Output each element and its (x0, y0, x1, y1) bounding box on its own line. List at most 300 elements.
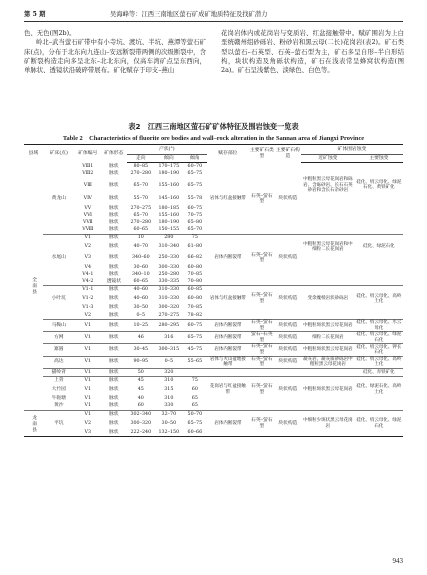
ore-type-cell (249, 264, 275, 271)
dip-cell: 66–82 (187, 255, 203, 261)
structure-cell (275, 410, 301, 418)
ore-type-cell: 石英–萤石型 (251, 293, 273, 305)
near-ore-alteration-cell (301, 286, 355, 294)
main-alteration-cell: 硅化、绿泥石化、高岭土化 (356, 384, 402, 395)
table-row (24, 234, 403, 242)
issue-number: 第 5 期 (24, 11, 46, 18)
dip-direction-cell: 155–160 (158, 212, 180, 218)
body-no-cell: VⅣ (83, 196, 92, 202)
table-row (24, 332, 403, 344)
table-row (24, 384, 403, 395)
dip-cell: 65–75 (183, 332, 207, 344)
form-cell: 脉状 (101, 226, 127, 234)
host-cell (207, 212, 249, 219)
main-alteration-cell: 硅化、绢云母化、绿泥石化、黄铁矿化 (356, 180, 402, 191)
dip-direction-cell: 145–160 (158, 196, 180, 202)
main-alteration-cell: 硅化、绢云母化、水云母化 (356, 320, 402, 331)
deposit-cell (43, 226, 75, 234)
host-cell (207, 395, 249, 402)
deposit-cell (43, 219, 75, 226)
strike-cell: 40–60 (133, 296, 149, 302)
strike-cell: 80–85 (133, 163, 149, 169)
paragraph: 花岗岩体内或花岗岩与变质岩、红盆接触带中。赋矿围岩为上白垩统赣州组砂砾岩、粉砂岩和黑云母(二长)花岗岩(表2)。矿石类型以萤石–石英型、石英–萤石型为主，矿石多呈自形–半自形结构，块状构造及角砾状构造，矿石在浅表常呈蜂窝状构造(图2a)。矿石呈浅紫色、淡绿色、白色等。 (221, 29, 404, 75)
col-header-host: 赋存部位 (207, 145, 249, 163)
dip-direction-cell: 330 (155, 403, 183, 411)
dip-cell: 65–75 (187, 182, 203, 188)
deposit-cell (43, 205, 75, 212)
county-cell: 龙南县 (24, 410, 43, 437)
host-cell (207, 242, 249, 253)
near-ore-alteration-cell (301, 163, 355, 171)
strike-cell: 60–65 (127, 226, 155, 234)
dip-direction-cell: 270–275 (155, 312, 183, 320)
strike-cell: 222–240 (127, 429, 155, 437)
deposit-cell (43, 264, 75, 271)
dip-cell: 65–75 (187, 420, 203, 426)
form-cell: 脉状 (108, 170, 119, 176)
ore-type-cell (249, 278, 275, 286)
deposit-cell: 大竹园 (51, 386, 66, 392)
ore-type-cell: 石英–萤石型 (249, 320, 275, 332)
dip-cell: 60–75 (187, 205, 203, 211)
strike-cell: 30–45 (127, 344, 155, 356)
near-ore-alteration-cell: 细粒二长花岗岩 (301, 332, 355, 344)
ore-type-cell: 石英–萤石型 (251, 252, 273, 264)
ore-type-cell: 石英–萤石型 (251, 417, 273, 429)
ore-type-cell (249, 205, 275, 212)
deposit-cell: 平坑 (53, 420, 64, 426)
dip-direction-cell: 310–330 (158, 296, 180, 302)
form-cell: 脉状 (108, 296, 119, 302)
table-row (24, 410, 403, 418)
main-alteration-cell (355, 305, 403, 312)
table-row (24, 219, 403, 226)
deposit-cell (43, 278, 75, 286)
ore-type-cell (249, 271, 275, 278)
host-cell (207, 170, 249, 177)
table-row (24, 395, 403, 402)
col-header-strike: 走向 (127, 155, 155, 163)
form-cell: 脉状 (101, 429, 127, 437)
host-cell (207, 278, 249, 286)
main-alteration-cell (355, 429, 403, 437)
near-ore-alteration-cell (301, 194, 355, 205)
ore-type-cell (249, 234, 275, 242)
structure-cell (275, 212, 301, 219)
table-row (24, 286, 403, 294)
deposit-cell: 黄龙山 (51, 196, 66, 202)
table-row (24, 429, 403, 437)
dip-cell: 70–80 (183, 278, 207, 286)
strike-cell: 50 (127, 368, 155, 376)
host-cell (207, 271, 249, 278)
dip-cell: 45–75 (183, 344, 207, 356)
structure-cell (275, 271, 301, 278)
main-alteration-cell (355, 410, 403, 418)
ore-type-cell (249, 410, 275, 418)
deposit-cell (43, 312, 75, 320)
table-row (24, 278, 403, 286)
col-header-dip-direction: 倾向 (155, 155, 183, 163)
dip-cell: 60–70 (187, 163, 203, 169)
host-cell: 岩体与红盆接触带 (209, 296, 246, 302)
structure-cell (275, 395, 301, 402)
body-no-cell: V1-3 (82, 305, 94, 311)
dip-cell: 50–70 (187, 411, 203, 417)
ore-type-cell (249, 219, 275, 226)
body-no-cell: V1-2 (82, 296, 94, 302)
ore-type-cell: 石英–萤石型 (249, 356, 275, 368)
structure-cell (275, 376, 301, 384)
deposit-cell: 高达 (43, 356, 75, 368)
table-row (24, 226, 403, 234)
host-cell: 岩体内断裂带 (207, 320, 249, 332)
near-ore-alteration-cell: 变余糜棱岩状砂砾岩 (307, 296, 349, 302)
structure-cell (275, 264, 301, 271)
body-no-cell: V1 (75, 344, 101, 356)
strike-cell: 270–275 (130, 205, 152, 211)
form-cell: 脉状 (108, 212, 119, 218)
ore-type-cell: 萤石–石英型 (249, 332, 275, 344)
strike-cell: 340–60 (131, 255, 150, 261)
near-ore-alteration-cell (301, 271, 355, 278)
main-alteration-cell (355, 234, 403, 242)
body-no-cell: V2 (84, 244, 92, 250)
ore-type-cell (249, 212, 275, 219)
strike-cell: 40 (137, 396, 144, 402)
deposit-cell: 猫岭背 (43, 368, 75, 376)
page-number: 943 (392, 557, 403, 565)
col-header-county: 县域 (24, 145, 43, 163)
body-no-cell: V1-1 (82, 287, 94, 293)
near-ore-alteration-cell: 中粗粒黑云母花岗岩和砾岩、含砾砂岩、长石石英砂岩和含长石杂砂岩 (303, 177, 353, 194)
dip-cell: 75 (191, 235, 198, 241)
near-ore-alteration-cell (301, 395, 355, 402)
dip-direction-cell: 132–150 (155, 429, 183, 437)
near-ore-alteration-cell: 中粗粒斑状黑云母花岗岩 (301, 344, 355, 356)
dip-direction-cell: 170–175 (158, 163, 180, 169)
main-alteration-cell: 硅化、绢云母化、高岭土化 (356, 356, 402, 368)
dip-cell: 60–80 (187, 264, 203, 270)
table-body (24, 163, 403, 437)
main-alteration-cell: 硅化、绢云母化、绿泥石化 (356, 418, 402, 429)
near-ore-alteration-cell (301, 234, 355, 242)
dip-direction-cell: 310–330 (158, 287, 180, 293)
main-alteration-cell (355, 163, 403, 171)
dip-direction-cell: 0–5 (155, 356, 183, 368)
dip-cell: 55–65 (183, 356, 207, 368)
body-no-cell: V3 (84, 255, 92, 261)
dip-direction-cell: 315 (164, 386, 174, 392)
strike-cell: 45 (137, 377, 144, 383)
table-row (24, 194, 403, 205)
dip-cell: 78–82 (183, 312, 207, 320)
structure-cell (275, 170, 301, 177)
dip-direction-cell: 280 (164, 235, 174, 241)
table-row (24, 403, 403, 411)
table-row (24, 376, 403, 384)
ore-type-cell (249, 305, 275, 312)
body-no-cell: VⅦ (82, 219, 93, 225)
form-cell: 脉状 (108, 219, 119, 225)
county-cell: 全南县 (24, 163, 43, 411)
fluorite-orebody-table (24, 144, 403, 437)
body-no-cell: V3 (75, 429, 101, 437)
dip-direction-cell: 310 (164, 377, 174, 383)
deposit-cell (43, 170, 75, 177)
ore-type-cell (249, 312, 275, 320)
main-alteration-cell: 硅化、绿泥石化 (363, 244, 395, 250)
table-caption-english: Table 2 Characteristics of fluorite ore bodies and wall–rock alteration in the Sannan area of Jiangxi Province (62, 135, 365, 142)
host-cell (207, 205, 249, 212)
deposit-cell (43, 242, 75, 253)
dip-direction-cell: 310 (164, 396, 174, 402)
main-alteration-cell (355, 226, 403, 234)
main-alteration-cell (355, 219, 403, 226)
body-no-cell: V1 (84, 411, 92, 417)
table-row (24, 305, 403, 312)
body-no-cell: V4-1 (82, 271, 94, 277)
dip-direction-cell: 155–160 (158, 182, 180, 188)
deposit-cell: 寨圆 (43, 344, 75, 356)
form-cell: 透镜状 (101, 278, 127, 286)
structure-cell: 块状构造 (275, 356, 301, 368)
near-ore-alteration-cell (301, 429, 355, 437)
dip-cell: 65–80 (187, 219, 203, 225)
col-header-body-no: 矿体编号 (75, 145, 101, 163)
col-header-form: 矿体形态 (101, 145, 127, 163)
table-caption-chinese: 表2 江西三南地区萤石矿矿体特征及围岩蚀变一览表 (128, 122, 299, 131)
structure-cell: 块状构造 (278, 420, 298, 426)
host-cell: 岩体内断裂带 (214, 420, 242, 426)
host-cell (207, 429, 249, 437)
dip-direction-cell: 280–295 (155, 320, 183, 332)
structure-cell (275, 403, 301, 411)
ore-type-cell (249, 368, 275, 376)
form-cell: 脉状 (108, 235, 119, 241)
strike-cell: 40–60 (133, 287, 149, 293)
host-cell (207, 410, 249, 418)
ore-type-cell (249, 177, 275, 193)
form-cell: 脉状 (101, 312, 127, 320)
body-no-cell: VⅢ1 (82, 163, 94, 169)
table-row (24, 264, 403, 271)
near-ore-alteration-cell: 凝灰岩、凝灰质砂砾岩中粗粒黑云母花岗岩 (301, 356, 355, 368)
body-no-cell: V2 (84, 420, 92, 426)
form-cell: 脉状 (101, 356, 127, 368)
structure-cell: 块状构造 (278, 386, 298, 392)
structure-cell: 块状构造 (278, 255, 298, 261)
dip-cell (183, 368, 207, 376)
table-row (24, 418, 403, 429)
main-alteration-cell (355, 403, 403, 411)
deposit-cell (43, 212, 75, 219)
deposit-cell (43, 271, 75, 278)
host-cell (207, 226, 249, 234)
deposit-cell (43, 305, 75, 312)
near-ore-alteration-cell (301, 205, 355, 212)
body-no-cell: VⅧ (75, 226, 101, 234)
main-alteration-cell (355, 271, 403, 278)
form-cell: 脉状 (108, 396, 119, 402)
deposit-cell: 上背 (53, 377, 64, 383)
deposit-cell: 水尾山 (51, 255, 66, 261)
deposit-cell (43, 163, 75, 171)
structure-cell (275, 242, 301, 253)
host-cell: 岩体内断裂带 (214, 255, 242, 261)
host-cell: 花岗岩与红盆接触带 (209, 384, 246, 395)
form-cell: 脉状 (108, 271, 119, 277)
dip-cell: 60 (191, 386, 198, 392)
near-ore-alteration-cell (301, 219, 355, 226)
form-cell: 脉状 (101, 344, 127, 356)
paragraph: 岭北–武当萤石矿带中有小寺坑、渡坑、半坑、燕潭等萤石矿床(点)，分布于北东向九连山–安远断裂带两侧的次级断裂中，含矿断裂构造走向多呈北东–北北东向，仅高车湾矿点呈东西向，单脉状、透镜状沿破碎带展布。矿化赋存于印支–燕山 (24, 38, 206, 75)
dip-cell: 75 (191, 377, 198, 383)
dip-cell: 65–70 (183, 226, 207, 234)
structure-cell (275, 226, 301, 234)
host-cell: 岩体与火山盆地接触带 (207, 356, 249, 368)
near-ore-alteration-cell (301, 403, 355, 411)
host-cell: 岩体内断裂带 (207, 344, 249, 356)
near-ore-alteration-cell (301, 305, 355, 312)
dip-direction-cell: 300–315 (155, 344, 183, 356)
structure-cell (275, 177, 301, 193)
ore-type-cell (249, 429, 275, 437)
col-header-deposit: 矿床(点) (43, 145, 75, 163)
host-cell (207, 403, 249, 411)
near-ore-alteration-cell: 中粗粒斑状黑云母花岗岩 (303, 387, 353, 393)
strike-cell: 40–70 (133, 244, 149, 250)
main-alteration-cell (355, 205, 403, 212)
dip-cell: 65–75 (187, 170, 203, 176)
main-alteration-cell (355, 278, 403, 286)
col-header-attitude: 产状(°) (127, 145, 207, 155)
dip-direction-cell: 30–50 (161, 420, 177, 426)
near-ore-alteration-cell: 中粗粒黑云母花岗岩和中细粒二长花岗岩 (303, 241, 353, 253)
form-cell: 脉状 (108, 411, 119, 417)
structure-cell (275, 234, 301, 242)
structure-cell: 块状构造 (278, 296, 298, 302)
near-ore-alteration-cell (301, 212, 355, 219)
form-cell: 脉状 (108, 305, 119, 311)
form-cell: 脉状 (108, 420, 119, 426)
host-cell: 岩体内断裂带 (207, 332, 249, 344)
form-cell: 脉状 (101, 368, 127, 376)
form-cell: 脉状 (108, 205, 119, 211)
body-no-cell: VⅢ (83, 182, 92, 188)
running-title: 吴海峰等：江西三南地区萤石矿成矿地质特征及找矿潜力 (110, 11, 268, 18)
structure-cell (275, 205, 301, 212)
ore-type-cell (249, 170, 275, 177)
dip-direction-cell: 320 (155, 368, 183, 376)
form-cell: 脉状 (108, 182, 119, 188)
body-no-cell: V1 (75, 356, 101, 368)
structure-cell (275, 286, 301, 294)
strike-cell: 30–60 (133, 264, 149, 270)
dip-cell: 61–80 (187, 244, 203, 250)
form-cell: 脉状 (108, 264, 119, 270)
main-alteration-cell: 硅化、绢云母化、钾长石化 (356, 344, 402, 355)
dip-direction-cell: 300–330 (158, 264, 180, 270)
dip-direction-cell: 330–335 (155, 278, 183, 286)
ore-type-cell (249, 163, 275, 171)
host-cell (207, 376, 249, 384)
ore-type-cell (249, 395, 275, 402)
dip-direction-cell: 180–190 (158, 219, 180, 225)
table-row (24, 205, 403, 212)
host-cell (207, 305, 249, 312)
near-ore-alteration-cell (301, 312, 355, 320)
main-alteration-cell (355, 212, 403, 219)
near-ore-alteration-cell (301, 264, 355, 271)
deposit-cell (43, 234, 75, 242)
body-no-cell: V4 (84, 264, 92, 270)
dip-direction-cell: 300–320 (158, 305, 180, 311)
col-header-structure: 主要矿石构造 (275, 145, 301, 163)
table-row (24, 293, 403, 304)
dip-cell: 60–85 (187, 287, 203, 293)
dip-direction-cell: 250–280 (158, 271, 180, 277)
form-cell: 脉状 (108, 287, 119, 293)
dip-cell: 65 (191, 396, 198, 402)
paragraph: 色、无色(图2b)。 (24, 29, 76, 37)
near-ore-alteration-cell (301, 226, 355, 234)
host-cell (207, 286, 249, 294)
structure-cell (275, 305, 301, 312)
host-cell: 岩体与红盆接触带 (209, 196, 246, 202)
structure-cell: 块状构造 (278, 196, 298, 202)
table-row (24, 212, 403, 219)
deposit-cell: 方网 (43, 332, 75, 344)
main-alteration-cell (355, 264, 403, 271)
strike-cell: 10–25 (127, 320, 155, 332)
table-row (24, 356, 403, 368)
main-alteration-cell: 硅化、绢云母化、高岭土化 (356, 293, 402, 305)
strike-cell: 90–95 (127, 356, 155, 368)
deposit-cell: 马鞍山 (43, 320, 75, 332)
near-ore-alteration-cell: 中粗粒斑状黑云母花岗岩 (301, 320, 355, 332)
host-cell (207, 219, 249, 226)
body-no-cell: V1 (84, 235, 92, 241)
running-header (24, 9, 403, 20)
ore-type-cell (249, 403, 275, 411)
main-alteration-cell (355, 253, 403, 264)
table-row (24, 344, 403, 356)
dip-cell: 55–78 (187, 196, 203, 202)
near-ore-alteration-cell: 中细粒少斑状黑云母花岗岩 (303, 418, 353, 429)
structure-cell: 块状构造 (275, 344, 301, 356)
dip-cell: 70–85 (187, 271, 203, 277)
host-cell (207, 368, 249, 376)
form-cell: 脉状 (101, 332, 127, 344)
dip-cell: 65 (183, 403, 207, 411)
table-row (24, 242, 403, 253)
table-row (24, 163, 403, 171)
structure-cell: 块状构造 (275, 332, 301, 344)
host-cell (207, 234, 249, 242)
dip-cell: 60–66 (183, 429, 207, 437)
strike-cell: 302–340 (130, 411, 152, 417)
structure-cell (275, 368, 301, 376)
col-header-ore-type: 主要矿石类型 (249, 145, 275, 163)
form-cell: 脉状 (108, 244, 119, 250)
table-row (24, 177, 403, 193)
deposit-cell: 小叶坑 (51, 296, 66, 302)
strike-cell: 300–320 (130, 420, 152, 426)
structure-cell (275, 429, 301, 437)
form-cell: 脉状 (108, 196, 119, 202)
form-cell: 脉状 (108, 255, 119, 261)
